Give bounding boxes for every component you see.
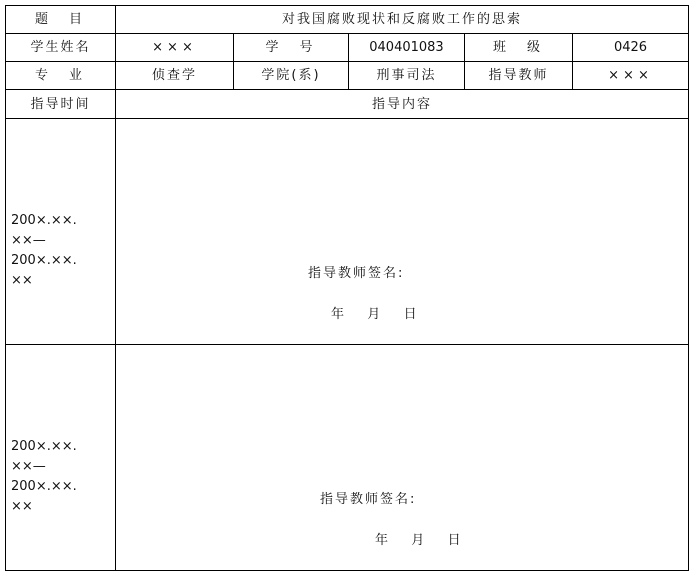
signature-date: [375, 534, 461, 547]
period-line: 200×.××.: [11, 252, 77, 268]
period-line: ××—: [11, 458, 46, 474]
class-value: 0426: [573, 34, 689, 62]
date-year-label: 年: [331, 307, 345, 322]
topic-value: 对我国腐败现状和反腐败工作的思索: [116, 6, 689, 34]
student-name-value: ×××: [116, 34, 234, 62]
period-line: ××—: [11, 232, 46, 248]
session-content-area[interactable]: [116, 345, 689, 571]
class-label: 班 级: [465, 34, 573, 62]
session-period: [6, 119, 116, 345]
guidance-time-header: 指导时间: [6, 90, 116, 119]
student-name-label: 学生姓名: [6, 34, 116, 62]
session-row: [6, 119, 689, 345]
topic-row: [6, 6, 689, 34]
period-line: ××: [11, 272, 33, 288]
session-period: [6, 345, 116, 571]
period-line: 200×.××.: [11, 478, 77, 494]
college-value: 刑事司法: [349, 62, 465, 90]
signature-date: [331, 308, 417, 321]
advisor-label: 指导教师: [465, 62, 573, 90]
session-row: [6, 345, 689, 571]
date-day-label: 日: [447, 533, 461, 548]
date-month-label: 月: [367, 307, 381, 322]
student-id-value: 040401083: [349, 34, 465, 62]
session-content-area[interactable]: [116, 119, 689, 345]
student-id-label: 学 号: [234, 34, 349, 62]
guidance-content-header: 指导内容: [116, 90, 689, 119]
guidance-record-form: [5, 5, 689, 571]
advisor-signature-label: 指导教师签名:: [320, 492, 417, 507]
topic-label: 题 目: [6, 6, 116, 34]
student-row: [6, 34, 689, 62]
major-label: 专 业: [6, 62, 116, 90]
college-label: 学院(系): [234, 62, 349, 90]
date-day-label: 日: [403, 307, 417, 322]
date-month-label: 月: [411, 533, 425, 548]
period-line: ××: [11, 498, 33, 514]
advisor-value: ×××: [573, 62, 689, 90]
major-row: [6, 62, 689, 90]
advisor-signature-label: 指导教师签名:: [308, 266, 405, 281]
period-line: 200×.××.: [11, 212, 77, 228]
major-value: 侦查学: [116, 62, 234, 90]
column-header-row: [6, 90, 689, 119]
period-line: 200×.××.: [11, 438, 77, 454]
date-year-label: 年: [375, 533, 389, 548]
